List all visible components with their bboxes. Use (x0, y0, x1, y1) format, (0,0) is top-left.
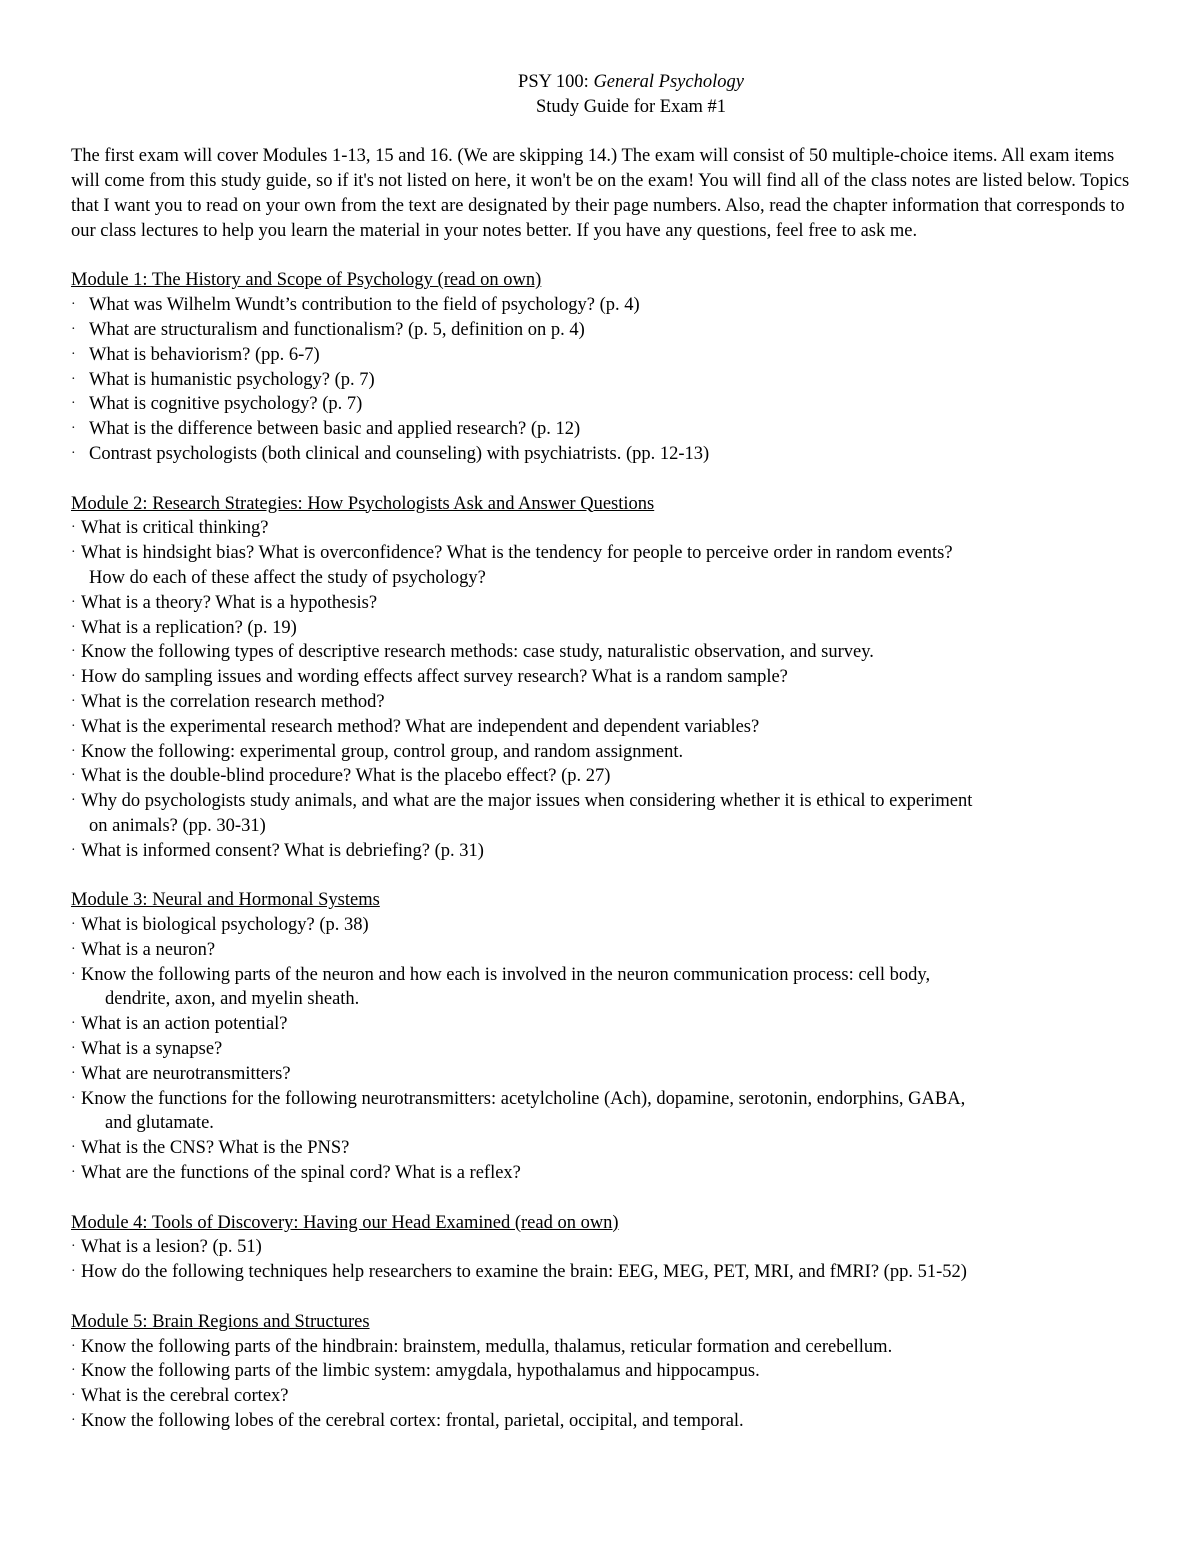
module-heading: Module 4: Tools of Discovery: Having our Head Examined (read on own) (71, 1212, 619, 1233)
bullet-icon: · (71, 743, 76, 759)
module-heading: Module 1: The History and Scope of Psychology (read on own) (71, 270, 542, 291)
item-text: What is a replication? (p. 19) (81, 617, 297, 638)
module-section (71, 268, 1131, 466)
item-text: What is biological psychology? (p. 38) (81, 915, 369, 936)
bullet-icon: · (71, 396, 76, 412)
bullet-icon: · (71, 1413, 76, 1429)
bullet-icon: · (71, 594, 76, 610)
module-heading: Module 3: Neural and Hormonal Systems (71, 890, 380, 911)
bullet-icon: · (71, 1140, 76, 1156)
list-item (71, 293, 1131, 318)
item-text: Contrast psychologists (both clinical and counseling) with psychiatrists. (pp. 12-13) (89, 443, 710, 464)
list-item (71, 1384, 1131, 1409)
list-item (71, 541, 1131, 591)
bullet-icon: · (71, 545, 76, 561)
module-items (71, 293, 1131, 467)
bullet-icon: · (71, 669, 76, 685)
list-item (71, 1359, 1131, 1384)
item-text: Know the following: experimental group, control group, and random assignment. (81, 741, 684, 762)
bullet-icon: · (71, 768, 76, 784)
list-item (71, 640, 1131, 665)
bullet-icon: · (71, 842, 76, 858)
module-section (71, 888, 1131, 1186)
item-continuation: and glutamate. (105, 1113, 214, 1134)
list-item (71, 1235, 1131, 1260)
list-item (71, 764, 1131, 789)
module-section (71, 1310, 1131, 1434)
module-heading: Module 2: Research Strategies: How Psychologists Ask and Answer Questions (71, 493, 655, 514)
module-section (71, 492, 1131, 864)
list-item (71, 392, 1131, 417)
item-text: What is the double-blind procedure? What is the placebo effect? (p. 27) (81, 766, 611, 787)
bullet-icon: · (71, 1090, 76, 1106)
bullet-icon: · (71, 1016, 76, 1032)
item-text: What is a theory? What is a hypothesis? (81, 592, 378, 613)
item-text: Know the following parts of the limbic system: amygdala, hypothalamus and hippocampus. (81, 1361, 760, 1382)
list-item (71, 690, 1131, 715)
list-item (71, 417, 1131, 442)
list-item (71, 839, 1131, 864)
bullet-icon: · (71, 619, 76, 635)
bullet-icon: · (71, 917, 76, 933)
module-items (71, 913, 1131, 1186)
bullet-icon: · (71, 1264, 76, 1280)
bullet-icon: · (71, 966, 76, 982)
item-continuation: on animals? (pp. 30-31) (89, 815, 266, 836)
course-name: General Psychology (593, 72, 744, 92)
bullet-icon: · (71, 371, 76, 387)
list-item (71, 1062, 1131, 1087)
list-item (71, 963, 1131, 1013)
bullet-icon: · (71, 693, 76, 709)
list-item (71, 1335, 1131, 1360)
item-text: What are the functions of the spinal cord? What is a reflex? (81, 1163, 521, 1184)
item-text: Why do psychologists study animals, and what are the major issues when considering whether it is ethical to experiment (81, 791, 973, 812)
item-text: What are structuralism and functionalism? (p. 5, definition on p. 4) (89, 319, 585, 340)
module-items (71, 1235, 1131, 1285)
list-item (71, 616, 1131, 641)
item-text: Know the following parts of the hindbrain: brainstem, medulla, thalamus, reticular formation and cerebellum. (81, 1336, 893, 1357)
item-text: What is informed consent? What is debriefing? (p. 31) (81, 840, 484, 861)
bullet-icon: · (71, 1041, 76, 1057)
bullet-icon: · (71, 297, 76, 313)
document-subtitle: Study Guide for Exam #1 (535, 96, 727, 117)
module-items (71, 516, 1131, 863)
bullet-icon: · (71, 346, 76, 362)
list-item (71, 343, 1131, 368)
item-text: How do the following techniques help researchers to examine the brain: EEG, MEG, PET, MRI, and fMRI? (pp. 51-52) (81, 1262, 967, 1283)
intro-paragraph: The first exam will cover Modules 1-13, 15 and 16. (We are skipping 14.) The exam will consist of 50 multiple-choice items. All exam items will come from this study guide, so if it's not listed on here, it won't be on the exam! You will find all of the class notes are listed below. Topics that I want you to read on your own from the text are designated by their page numbers. Also, read the chapter information that corresponds to our class lectures to help you learn the material in your notes better. If you have any questions, feel free to ask me. (71, 146, 1130, 241)
list-item (71, 1037, 1131, 1062)
list-item (71, 1012, 1131, 1037)
list-item (71, 442, 1131, 467)
list-item (71, 1136, 1131, 1161)
item-text: What is the CNS? What is the PNS? (81, 1138, 350, 1159)
list-item (71, 715, 1131, 740)
list-item (71, 665, 1131, 690)
bullet-icon: · (71, 644, 76, 660)
list-item (71, 1087, 1131, 1137)
document-header (131, 70, 1131, 120)
item-text: How do sampling issues and wording effects affect survey research? What is a random sample? (81, 667, 788, 688)
item-text: What are neurotransmitters? (81, 1063, 291, 1084)
module-heading: Module 5: Brain Regions and Structures (71, 1311, 370, 1332)
item-text: What is behaviorism? (pp. 6-7) (89, 344, 320, 365)
list-item (71, 318, 1131, 343)
bullet-icon: · (71, 520, 76, 536)
bullet-icon: · (71, 1165, 76, 1181)
module-items (71, 1335, 1131, 1434)
item-text: What is the experimental research method? What are independent and dependent variables? (81, 716, 760, 737)
bullet-icon: · (71, 1065, 76, 1081)
list-item (71, 516, 1131, 541)
study-guide-page (71, 70, 1131, 1434)
bullet-icon: · (71, 445, 76, 461)
item-text: What is a lesion? (p. 51) (81, 1237, 262, 1258)
module-section (71, 1211, 1131, 1285)
item-text: What is hindsight bias? What is overconfidence? What is the tendency for people to perceive order in random events? (81, 543, 953, 564)
list-item (71, 1409, 1131, 1434)
list-item (71, 1260, 1131, 1285)
item-text: What is cognitive psychology? (p. 7) (89, 394, 363, 415)
item-text: What is the difference between basic and applied research? (p. 12) (89, 419, 581, 440)
item-text: What was Wilhelm Wundt’s contribution to the field of psychology? (p. 4) (89, 295, 640, 316)
list-item (71, 591, 1131, 616)
item-text: What is a neuron? (81, 939, 216, 960)
item-text: Know the following lobes of the cerebral cortex: frontal, parietal, occipital, and temporal. (81, 1411, 744, 1432)
bullet-icon: · (71, 1338, 76, 1354)
bullet-icon: · (71, 1239, 76, 1255)
list-item (71, 938, 1131, 963)
bullet-icon: · (71, 718, 76, 734)
bullet-icon: · (71, 421, 76, 437)
item-text: Know the functions for the following neurotransmitters: acetylcholine (Ach), dopamine, serotonin, endorphins, GABA, (81, 1088, 966, 1109)
item-continuation: How do each of these affect the study of psychology? (89, 567, 486, 588)
item-text: What is a synapse? (81, 1039, 223, 1060)
bullet-icon: · (71, 1388, 76, 1404)
list-item (71, 913, 1131, 938)
list-item (71, 740, 1131, 765)
item-text: What is the cerebral cortex? (81, 1386, 289, 1407)
item-text: Know the following types of descriptive research methods: case study, naturalistic observation, and survey. (81, 642, 874, 663)
bullet-icon: · (71, 321, 76, 337)
item-text: What is humanistic psychology? (p. 7) (89, 369, 375, 390)
list-item (71, 789, 1131, 839)
list-item (71, 368, 1131, 393)
bullet-icon: · (71, 1363, 76, 1379)
item-continuation: dendrite, axon, and myelin sheath. (105, 989, 360, 1010)
item-text: Know the following parts of the neuron and how each is involved in the neuron communication process: cell body, (81, 964, 931, 985)
item-text: What is critical thinking? (81, 518, 269, 539)
bullet-icon: · (71, 941, 76, 957)
item-text: What is an action potential? (81, 1014, 288, 1035)
bullet-icon: · (71, 793, 76, 809)
course-code: PSY 100: (518, 72, 594, 92)
item-text: What is the correlation research method? (81, 691, 385, 712)
course-title (131, 70, 1131, 95)
list-item (71, 1161, 1131, 1186)
